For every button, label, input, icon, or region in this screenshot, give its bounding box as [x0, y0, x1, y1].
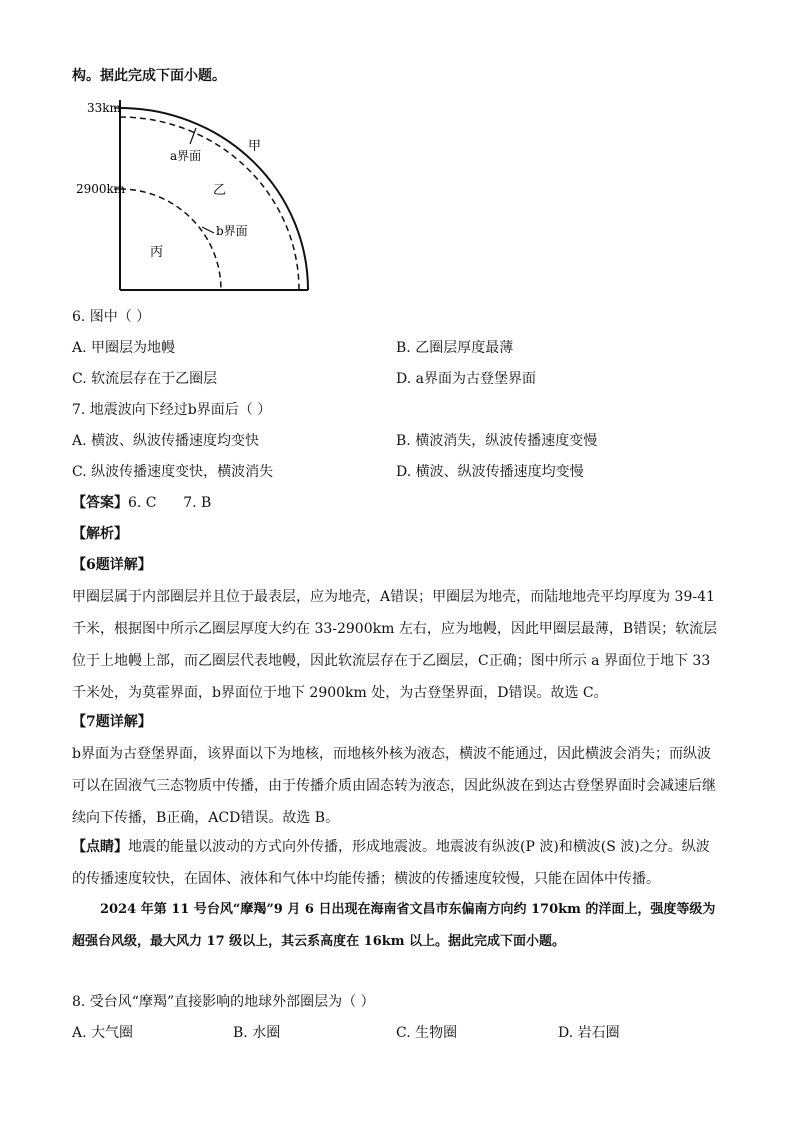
tip-tag: 【点睛】	[72, 839, 128, 855]
intro8-text: 2024 年第 11 号台风“摩羯”9 月 6 日出现在海南省文昌市东偏南方向约 170km 的洋面上，强度等级为超强台风级，最大风力 17 级以上，其云系高度在 16km 以上。据此完成下面小题。	[72, 902, 716, 949]
q8-option-d: D. 岩石圈	[558, 1025, 620, 1041]
answer-text: 6. C 7. B	[128, 495, 212, 511]
label-bing: 丙	[150, 245, 164, 260]
detail7-tag: 【7题详解】	[72, 714, 152, 730]
detail6-text: 甲圈层属于内部圈层并且位于最表层，应为地壳，A错误；甲圈层为地壳，而陆地地壳平均厚度为 39-41 千米，根据图中所示乙圈层厚度大约在 33-2900km 左右，应为地幔，因此甲圈层最薄，B错误；软流层位于上地幔上部，而乙圈层代表地幔，因此软流层存在于乙圈层，C正确；图中所示 a 界面位于地下 33 千米处，为莫霍界面，b界面位于地下 2900km 处，为古登堡界面，D错误。故选 C。	[72, 589, 718, 701]
q7-option-d: D. 横波、纵波传播速度均变慢	[396, 464, 584, 480]
label-33km: 33km	[87, 101, 121, 115]
q6-option-a: A. 甲圈层为地幔	[72, 340, 176, 356]
q8-option-b: B. 水圈	[233, 1025, 281, 1041]
tip-paragraph	[72, 831, 722, 895]
q6-option-d: D. a界面为古登堡界面	[396, 371, 536, 387]
answer-line	[72, 495, 211, 511]
q7-option-a: A. 横波、纵波传播速度均变快	[72, 433, 260, 449]
detail6-tag: 【6题详解】	[72, 557, 152, 573]
detail7-text: b界面为古登堡界面，该界面以下为地核，而地核外核为液态，横波不能通过，因此横波会消失；而纵波可以在固液气三态物质中传播，由于传播介质由固态转为液态，因此纵波在到达古登堡界面时会减速后继续向下传播，B正确，ACD错误。故选 B。	[72, 746, 716, 826]
label-yi: 乙	[213, 183, 227, 198]
q7-stem: 7. 地震波向下经过b界面后（ ）	[72, 402, 272, 418]
intro-tail: 构。据此完成下面小题。	[72, 68, 226, 84]
q8-option-a: A. 大气圈	[72, 1025, 134, 1041]
q6-option-c: C. 软流层存在于乙圈层	[72, 371, 218, 387]
q7-option-b: B. 横波消失，纵波传播速度变慢	[396, 433, 598, 449]
q8-stem: 8. 受台风“摩羯”直接影响的地球外部圈层为（ ）	[72, 994, 375, 1010]
label-jia: 甲	[248, 139, 262, 154]
q7-option-c: C. 纵波传播速度变快，横波消失	[72, 464, 274, 480]
label-2900km: 2900km	[76, 182, 126, 196]
label-b-interface: b界面	[216, 224, 248, 238]
b-interface-arc	[120, 189, 221, 290]
q8-option-c: C. 生物圈	[396, 1025, 458, 1041]
tip-text: 地震的能量以波动的方式向外传播，形成地震波。地震波有纵波(P 波)和横波(S 波)之分。纵波的传播速度较快，在固体、液体和气体中均能传播；横波的传播速度较慢，只能在固体中传播。	[72, 839, 710, 887]
q6-stem: 6. 图中（ ）	[72, 309, 151, 325]
analysis-tag: 【解析】	[72, 526, 128, 542]
outer-surface-arc	[120, 108, 308, 290]
earth-structure-diagram	[0, 0, 794, 300]
q6-option-b: B. 乙圈层厚度最薄	[396, 340, 514, 356]
a-interface-arc	[120, 117, 299, 290]
answer-tag: 【答案】	[72, 495, 128, 511]
label-a-interface: a界面	[170, 149, 202, 163]
